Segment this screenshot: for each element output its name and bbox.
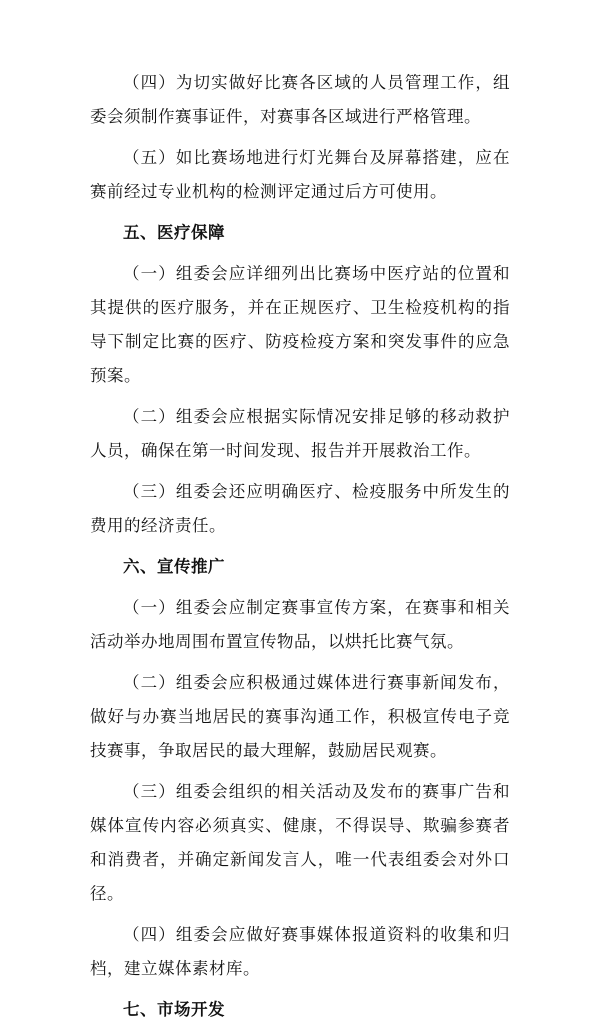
section-heading-publicity: 六、宣传推广: [123, 557, 225, 576]
paragraph-publicity-1: （一）组委会应制定赛事宣传方案，在赛事和相关活动举办地周围布置宣传物品，以烘托比赛气氛。: [90, 598, 510, 651]
paragraph-medical-1: （一）组委会应详细列出比赛场中医疗站的位置和其提供的医疗服务，并在正规医疗、卫生检疫机构的指导下制定比赛的医疗、防疫检疫方案和突发事件的应急预案。: [90, 264, 510, 385]
paragraph-5-stage-inspection: （五）如比赛场地进行灯光舞台及屏幕搭建，应在赛前经过专业机构的检测评定通过后方可使用。: [90, 148, 510, 201]
paragraph-publicity-3: （三）组委会组织的相关活动及发布的赛事广告和媒体宣传内容必须真实、健康，不得误导、欺骗参赛者和消费者，并确定新闻发言人，唯一代表组委会对外口径。: [90, 782, 510, 903]
paragraph-4-staff-management: （四）为切实做好比赛各区域的人员管理工作，组委会须制作赛事证件，对赛事各区域进行严格管理。: [90, 73, 510, 126]
paragraph-medical-2: （二）组委会应根据实际情况安排足够的移动救护人员，确保在第一时间发现、报告并开展救治工作。: [90, 407, 510, 460]
paragraph-publicity-2: （二）组委会应积极通过媒体进行赛事新闻发布，做好与办赛当地居民的赛事沟通工作，积极宣传电子竞技赛事，争取居民的最大理解，鼓励居民观赛。: [90, 673, 510, 760]
document-body: [90, 0, 510, 1027]
section-heading-medical: 五、医疗保障: [123, 223, 225, 242]
section-heading-market: 七、市场开发: [123, 1000, 225, 1019]
paragraph-medical-3: （三）组委会还应明确医疗、检疫服务中所发生的费用的经济责任。: [90, 482, 510, 535]
paragraph-publicity-4: （四）组委会应做好赛事媒体报道资料的收集和归档，建立媒体素材库。: [90, 925, 510, 978]
